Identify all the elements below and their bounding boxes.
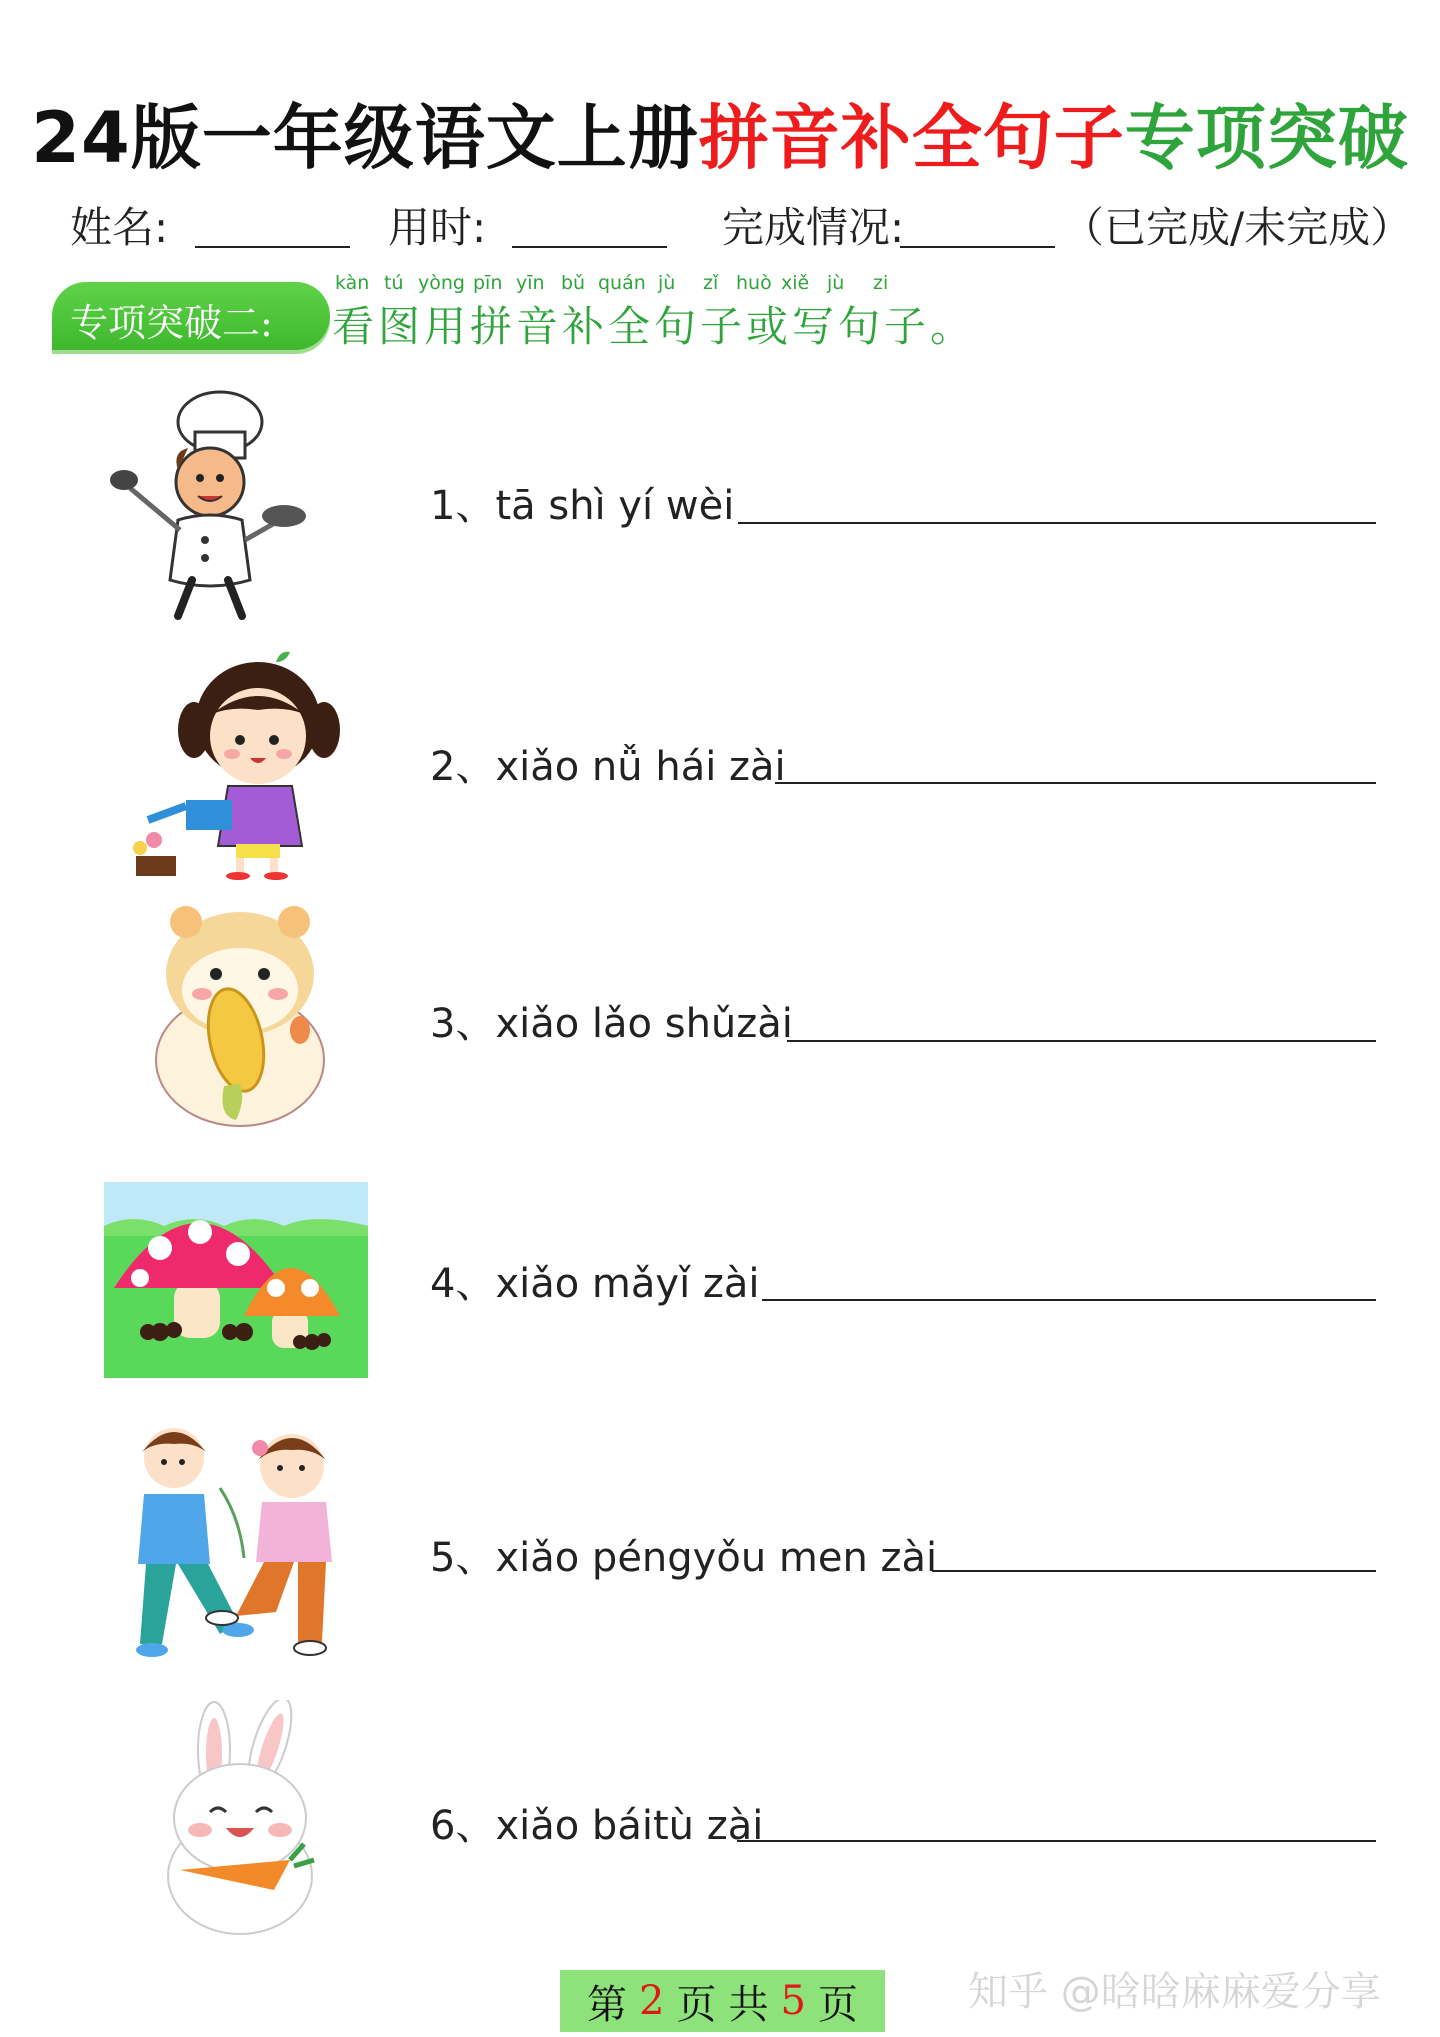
pinyin-syllable: yòng	[418, 272, 465, 294]
girl-watering-flowers-icon	[128, 640, 348, 880]
pinyin-syllable: kàn	[335, 272, 370, 294]
section-banner-label: 专项突破二:	[70, 301, 273, 345]
hamster-eating-corn-icon	[140, 900, 340, 1130]
status-field[interactable]	[900, 246, 1055, 248]
watermark: 知乎 @晗晗麻麻爱分享	[968, 1969, 1381, 2015]
title-part-2: 拼音补全句子	[698, 97, 1125, 179]
answer-line-2[interactable]	[775, 782, 1376, 784]
time-label: 用时:	[388, 203, 487, 252]
sentence-prompt-2: 2、xiǎo nǚ hái zài	[430, 744, 786, 790]
pinyin-syllable: jù	[827, 272, 845, 294]
chef-icon	[100, 380, 310, 620]
answer-line-6[interactable]	[737, 1840, 1376, 1842]
sentence-prompt-4: 4、xiǎo mǎyǐ zài	[430, 1261, 760, 1307]
answer-line-5[interactable]	[932, 1570, 1376, 1572]
page-word-gong: 共	[728, 1981, 769, 2028]
page-word-ye-2: 页	[817, 1981, 858, 2028]
pinyin-syllable: xiě	[781, 272, 810, 294]
section-banner	[52, 282, 330, 350]
total-pages: 5	[780, 1978, 806, 2024]
sentence-prompt-1: 1、tā shì yí wèi	[430, 483, 735, 529]
sentence-prompt-3: 3、xiǎo lǎo shǔzài	[430, 1001, 793, 1047]
rabbit-eating-carrot-icon	[148, 1700, 328, 1940]
pinyin-syllable: zǐ	[703, 272, 719, 294]
page-indicator	[560, 1970, 885, 2032]
ants-under-mushrooms-icon	[104, 1182, 368, 1378]
status-label: 完成情况:	[722, 203, 905, 252]
answer-line-3[interactable]	[787, 1040, 1376, 1042]
sentence-prompt-5: 5、xiǎo péngyǒu men zài	[430, 1535, 938, 1581]
pinyin-syllable: huò	[736, 272, 772, 294]
answer-line-4[interactable]	[762, 1299, 1376, 1301]
pinyin-syllable: tú	[384, 272, 404, 294]
children-playing-icon	[112, 1418, 358, 1672]
title-part-3: 专项突破	[1124, 97, 1409, 179]
page-word-di: 第	[587, 1981, 628, 2028]
status-hint: （已完成/未完成）	[1062, 203, 1413, 252]
pinyin-syllable: pīn	[473, 272, 503, 294]
pinyin-syllable: yīn	[516, 272, 545, 294]
pinyin-syllable: zi	[873, 272, 889, 294]
name-label: 姓名:	[70, 203, 169, 252]
page-title	[0, 82, 1440, 183]
name-field[interactable]	[195, 246, 350, 248]
title-part-1: 24版一年级语文上册	[31, 97, 699, 179]
pinyin-syllable: jù	[658, 272, 676, 294]
pinyin-syllable: bǔ	[561, 272, 586, 294]
section-instruction: 看图用拼音补全句子或写句子。	[332, 302, 977, 351]
pinyin-syllable: quán	[598, 272, 646, 294]
sentence-prompt-6: 6、xiǎo báitù zài	[430, 1803, 764, 1849]
time-field[interactable]	[512, 246, 667, 248]
current-page: 2	[639, 1978, 665, 2024]
answer-line-1[interactable]	[738, 522, 1376, 524]
page-word-ye: 页	[676, 1981, 717, 2028]
